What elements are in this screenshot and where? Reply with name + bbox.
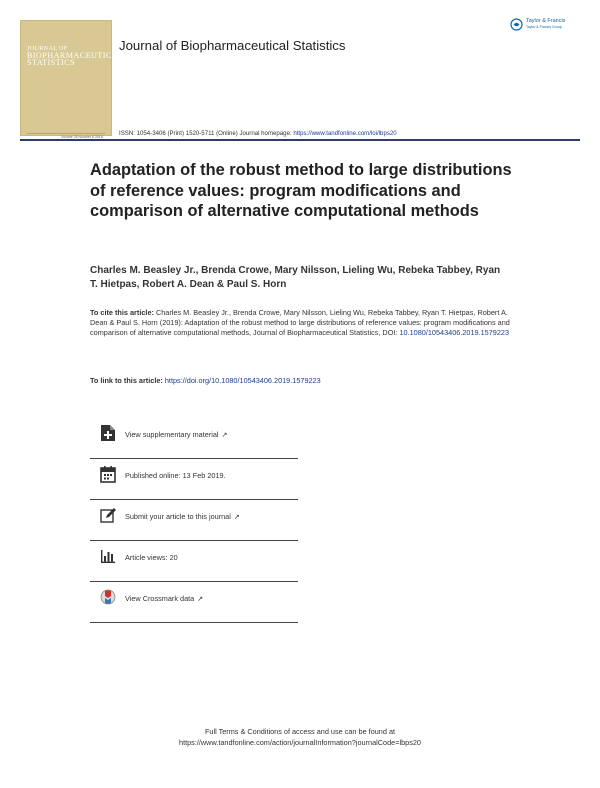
publisher-logo-subtext: Taylor & Francis Group (526, 25, 562, 29)
journal-homepage-link[interactable]: https://www.tandfonline.com/loi/lbps20 (293, 130, 397, 137)
footer-terms-text: Full Terms & Conditions of access and use can be found at (204, 727, 396, 736)
header-divider (20, 139, 580, 141)
external-link-icon: ↗ (221, 432, 228, 439)
issn-line (119, 130, 397, 137)
cover-title-line1: JOURNAL OF (27, 45, 68, 52)
article-doi-link[interactable]: https://doi.org/10.1080/10543406.2019.1579223 (164, 376, 321, 385)
footer (0, 727, 600, 748)
article-info-list (90, 418, 298, 623)
info-row-submit[interactable] (90, 500, 298, 541)
plus-document-icon (100, 424, 116, 442)
external-link-icon: ↗ (197, 596, 204, 603)
article-authors: Charles M. Beasley Jr., Brenda Crowe, Mary Nilsson, Lieling Wu, Rebeka Tabbey, Ryan T. Hietpas, Robert A. Dean & Paul S. Horn (90, 265, 501, 290)
article-link-label: To link to this article: (90, 376, 165, 385)
info-label-published: Published online: 13 Feb 2019. (125, 471, 226, 480)
info-row-supplementary[interactable] (90, 418, 298, 459)
info-label-views: Article views: 20 (125, 553, 178, 562)
supplementary-text: View supplementary material (125, 430, 219, 439)
pencil-icon (100, 506, 116, 524)
info-row-crossmark[interactable] (90, 582, 298, 623)
info-row-published (90, 459, 298, 500)
cover-title (27, 45, 124, 67)
publisher-logo-text: Taylor & Francis (526, 18, 566, 24)
info-label-crossmark (125, 594, 203, 603)
journal-cover[interactable] (20, 20, 124, 139)
crossmark-icon (100, 588, 116, 606)
bar-chart-icon (100, 547, 116, 565)
footer-terms-link[interactable]: https://www.tandfonline.com/action/journalInformation?journalCode=lbps20 (179, 737, 421, 747)
cover-title-line2: BIOPHARMACEUTICAL (27, 51, 124, 60)
cover-divider (27, 133, 105, 134)
publisher-logo[interactable] (510, 18, 586, 36)
calendar-icon (100, 465, 116, 483)
citation-text: Charles M. Beasley Jr., Brenda Crowe, Mary Nilsson, Lieling Wu, Rebeka Tabbey, Ryan T. Hietpas, Robert A. Dean & Paul S. Horn (2019): Adaptation of the robust method to large distributions of reference values: program modifications and comparison of alternative computational methods, Journal of Biopharmaceutical Statistics, DOI: (90, 308, 510, 338)
citation-label: To cite this article: (90, 308, 154, 317)
submit-text: Submit your article to this journal (125, 512, 231, 521)
info-label-supplementary (125, 430, 227, 439)
cover-volume: Volume 28 Number 8 2018 (61, 135, 103, 139)
citation-block (90, 308, 510, 339)
issn-text: ISSN: 1054-3406 (Print) 1520-5711 (Online) Journal homepage: (119, 130, 294, 137)
cover-title-line3: STATISTICS (27, 58, 75, 67)
article-title: Adaptation of the robust method to large distributions of reference values: program modifications and comparison of alternative computational methods (90, 161, 512, 220)
info-label-submit (125, 512, 240, 521)
crossmark-text: View Crossmark data (125, 594, 195, 603)
citation-doi-link[interactable]: 10.1080/10543406.2019.1579223 (399, 328, 510, 338)
article-link-line (90, 376, 510, 385)
publisher-logo-icon (510, 18, 523, 31)
journal-name: Journal of Biopharmaceutical Statistics (119, 38, 346, 53)
info-row-views (90, 541, 298, 582)
external-link-icon: ↗ (233, 514, 240, 521)
